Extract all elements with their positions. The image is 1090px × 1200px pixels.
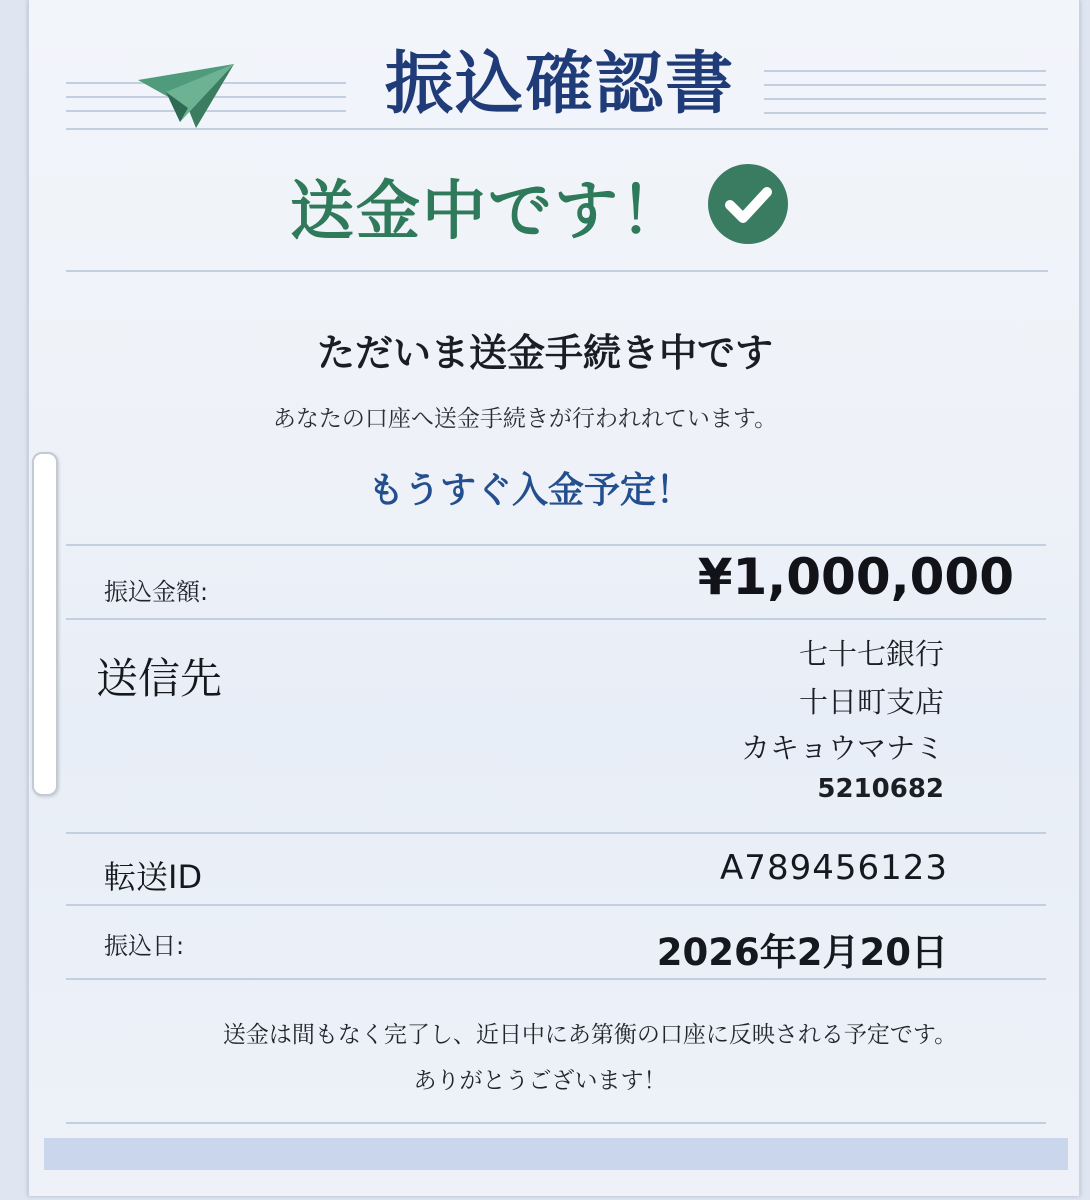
thanks-note: ありがとうございます！ (413, 1068, 667, 1094)
header-rule (764, 84, 1046, 86)
footer-rule (66, 1122, 1046, 1124)
processing-description: あなたの口座へ送金手続きが行われれています。 (272, 406, 778, 432)
binder-clip (32, 452, 58, 796)
completion-note: 送金は間もなく完了し、近日中にあ第衡の口座に反映される予定です。 (222, 1022, 958, 1048)
document-title: 振込確認書 (384, 45, 735, 124)
check-circle-icon (708, 164, 788, 244)
transfer-id: A789456123 (720, 848, 948, 888)
table-rule (66, 904, 1046, 906)
transfer-date: 2026年2月20日 (656, 931, 948, 974)
transfer-id-label: 転送ID (104, 858, 203, 896)
table-rule (66, 832, 1046, 834)
date-label: 振込日: (104, 932, 185, 960)
recipient-account-number: 5210682 (817, 774, 944, 804)
amount-label: 振込金額: (104, 578, 209, 606)
recipient-name: カキョウマナミ (740, 731, 944, 765)
status-divider (66, 270, 1048, 272)
recipient-branch: 十日町支店 (798, 685, 944, 719)
header-rule (764, 70, 1046, 72)
recipient-bank: 七十七銀行 (798, 637, 944, 671)
paper-plane-icon (136, 62, 236, 132)
transfer-status: 送金中です！ (290, 175, 686, 249)
header-rule (764, 112, 1046, 114)
header-rule (764, 98, 1046, 100)
bottom-band (44, 1138, 1068, 1170)
recipient-label: 送信先 (96, 654, 223, 703)
table-rule (66, 618, 1046, 620)
processing-heading: ただいま送金手続き中です (316, 331, 773, 375)
table-rule (66, 544, 1046, 546)
transfer-amount: ¥1,000,000 (697, 548, 1014, 606)
arrival-notice: もうすぐ入金予定！ (367, 470, 692, 511)
table-rule (66, 978, 1046, 980)
